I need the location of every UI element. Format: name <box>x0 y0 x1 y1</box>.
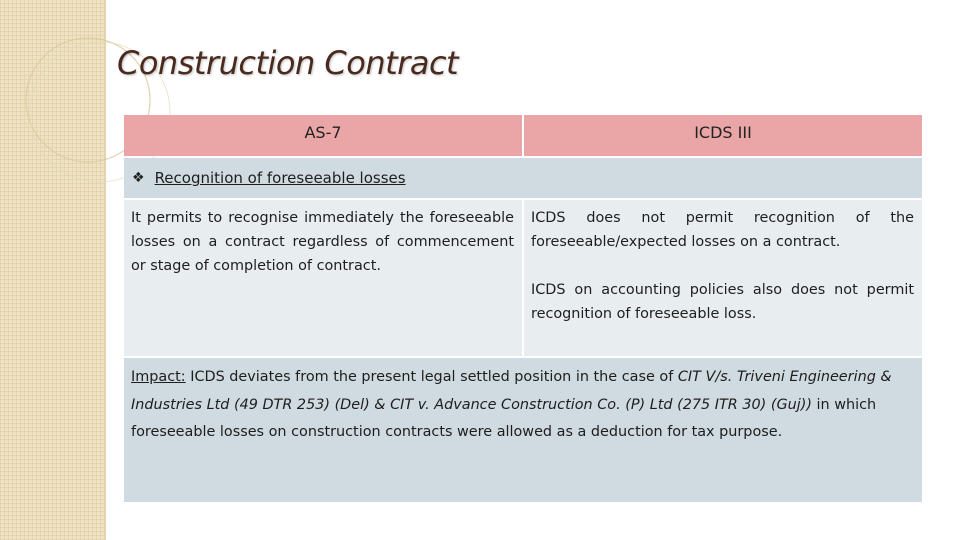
header-icds-iii: ICDS III <box>524 115 922 156</box>
diamond-bullet-icon: ❖ <box>132 170 145 186</box>
impact-case-citation: CIT V/s. Triveni Engineering & Industries Ltd (49 DTR 253) (Del) & CIT v. Advance Construction Co. (P) Ltd (275 ITR 30) (Guj)) <box>131 369 892 413</box>
as7-cell <box>124 200 524 356</box>
section-label: Recognition of foreseeable losses <box>154 169 406 187</box>
impact-row <box>124 358 922 502</box>
comparison-table <box>124 115 922 502</box>
section-row <box>124 158 922 198</box>
table-header-row <box>124 115 922 156</box>
as7-text: It permits to recognise immediately the foreseeable losses on a contract regardless of commencement or stage of completion of contract. <box>131 210 514 274</box>
icds-text-1: ICDS does not permit recognition of the foreseeable/expected losses on a contract. <box>531 210 914 250</box>
impact-text-2: in which foreseeable losses on construction contracts were allowed as a deduction for tax purpose. <box>131 396 877 440</box>
header-as7: AS-7 <box>124 115 524 156</box>
icds-cell <box>524 200 922 356</box>
icds-text-2: ICDS on accounting policies also does not permit recognition of foreseeable loss. <box>531 282 914 322</box>
content-row <box>124 200 922 356</box>
impact-label: Impact: <box>131 369 186 385</box>
impact-text-1: ICDS deviates from the present legal settled position in the case of <box>185 369 678 385</box>
page-title: Construction Contract <box>117 44 459 82</box>
